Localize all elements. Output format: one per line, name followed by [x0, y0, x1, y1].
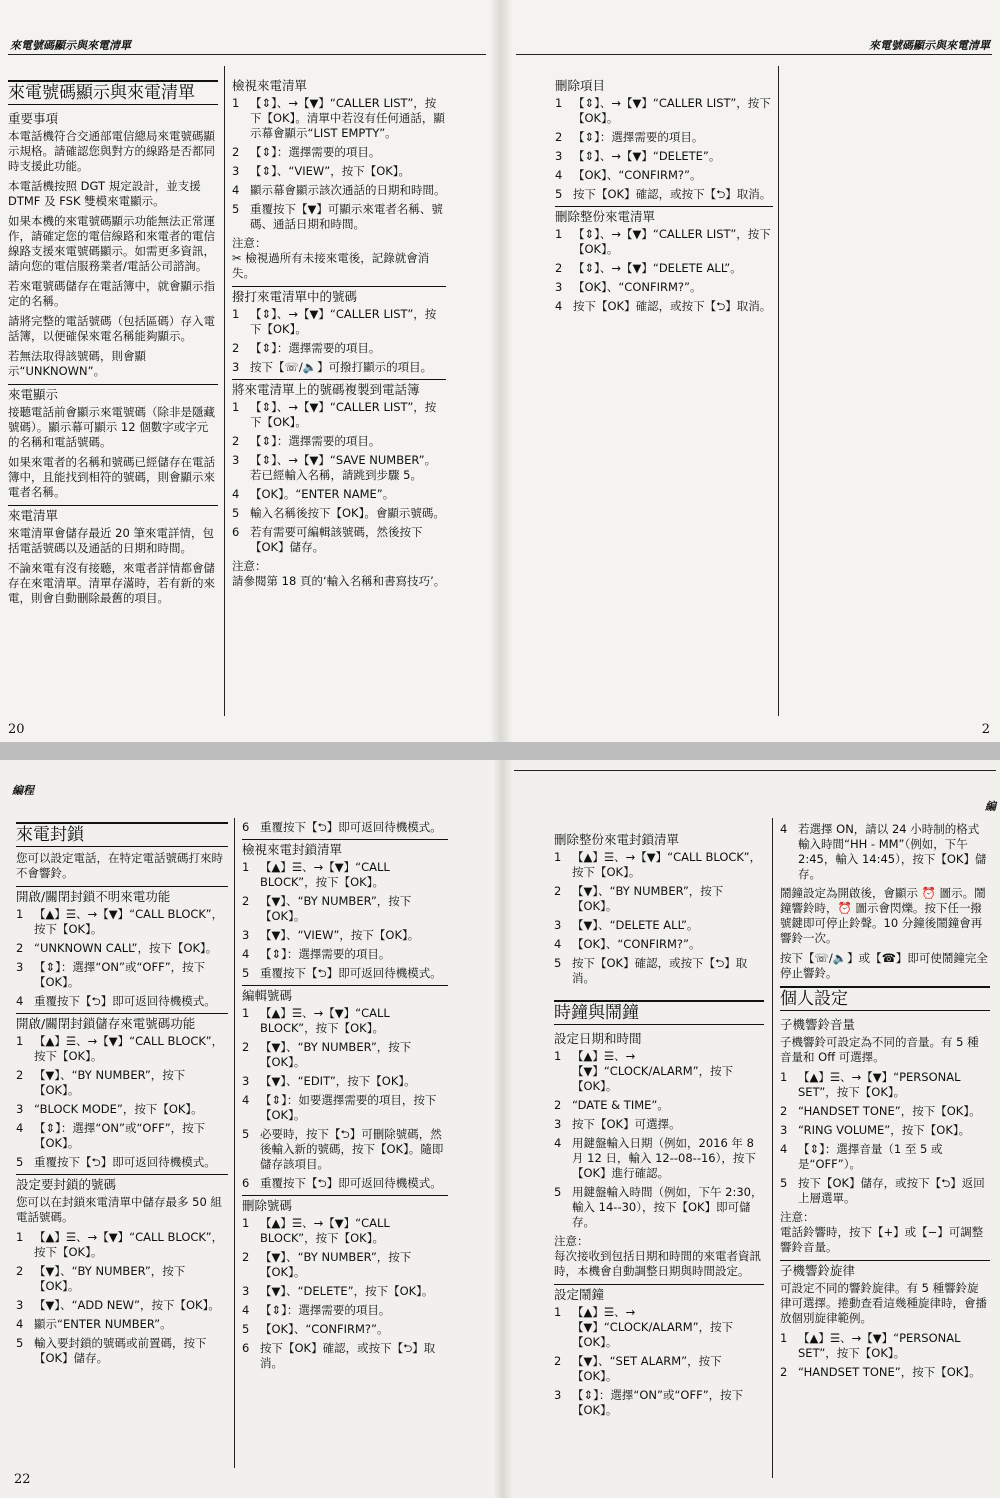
step: 1 【▲】☰、→【▼】“CALL BLOCK”，按下【OK】。	[16, 1034, 224, 1063]
step: 1 【▲】☰、→【▼】“CLOCK/ALARM”，按下【OK】。	[554, 1049, 734, 1093]
page-title: 來電號碼顯示與來電清單	[8, 80, 218, 105]
step: 4 【⇕】：選擇“ON”或“OFF”，按下【OK】。	[16, 1121, 206, 1150]
step: 2 【⇕】、→【▼】“DELETE ALL”。	[555, 261, 742, 275]
section-heading: 設定要封鎖的號碼	[16, 1174, 228, 1192]
paragraph: 不論來電有沒有接聽，來電者詳情都會儲存在來電清單。清單存滿時，若有新的來電，則會自動刪除最舊的項目。	[8, 561, 215, 605]
step-list	[554, 1305, 764, 1418]
paragraph: 來電清單會儲存最近 20 筆來電詳情，包括電話號碼以及通話的日期和時間。	[8, 526, 214, 555]
header-rule	[8, 54, 486, 55]
step: 2 【▼】、“BY NUMBER”，按下【OK】。	[16, 1068, 186, 1097]
section-heading: 撥打來電清單中的號碼	[232, 286, 446, 304]
page-number: 22	[14, 1472, 31, 1487]
step: 2 【▼】、“BY NUMBER”，按下【OK】。	[242, 894, 412, 923]
step: 4 顯示幕會顯示該次通話的日期和時間。	[232, 183, 446, 197]
step: 5 重覆按下【▼】可顯示來電者名稱、號碼、通話日期和時間。	[232, 202, 443, 231]
step: 4 【⇕】：選擇需要的項目。	[242, 1303, 391, 1317]
step: 4 【OK】。“ENTER NAME”。	[232, 487, 395, 501]
step: 3 【⇕】：選擇“ON”或“OFF”，按下【OK】。	[16, 960, 206, 989]
paragraph: 如果來電者的名稱和號碼已經儲存在電話簿中，且能找到相符的號碼，則會顯示來電者名稱。	[8, 455, 215, 499]
step-list	[232, 96, 446, 232]
chapter-title: 個人設定	[780, 986, 990, 1011]
right-running-header: 編	[985, 800, 996, 813]
bleed-through-text	[786, 80, 992, 700]
chapter-title: 時鐘與鬧鐘	[554, 1000, 764, 1025]
step: 4 重覆按下【⮌】即可返回待機模式。	[16, 994, 216, 1008]
step: 4 若選擇 ON，請以 24 小時制的格式輸入時間“HH - MM”（例如，下午 2:45，輸入 14:45），按下【OK】儲存。	[780, 822, 987, 881]
step: 3 【OK】、“CONFIRM?”。	[555, 280, 702, 294]
step-list	[780, 1070, 990, 1206]
step: 2 “HANDSET TONE”，按下【OK】。	[780, 1104, 981, 1118]
step: 2 【⇕】：選擇需要的項目。	[232, 434, 381, 448]
paragraph: 請將完整的電話號碼（包括區碼）存入電話簿，以便確保來電名稱能夠顯示。	[8, 314, 215, 343]
step: 2 “HANDSET TONE”，按下【OK】。	[780, 1365, 981, 1379]
step-list	[232, 307, 446, 375]
column-1	[16, 822, 228, 1370]
section-heading: 刪除整份來電清單	[555, 206, 773, 224]
paragraph: 本電話機按照 DGT 規定設計，並支援 DTMF 及 FSK 雙模來電顯示。	[8, 179, 201, 208]
column-rule	[778, 66, 779, 716]
step: 1 【▲】☰、→【▼】“CALL BLOCK”，按下【OK】。	[16, 1230, 224, 1259]
paragraph: 您可以在封鎖來電清單中儲存最多 50 組電話號碼。	[16, 1195, 222, 1224]
section-heading: 子機響鈴旋律	[780, 1260, 990, 1278]
step: 5 用鍵盤輸入時間（例如，下午 2:30，輸入 14--30），按下【OK】即可儲存。	[554, 1185, 763, 1229]
step: 2 【▼】、“BY NUMBER”，按下【OK】。	[242, 1250, 412, 1279]
step: 3 按下【☏/🔈】可撥打顯示的項目。	[232, 360, 433, 374]
step: 1 【▲】☰、→【▼】“CALL BLOCK”，按下【OK】。	[242, 1216, 390, 1245]
step: 6 按下【OK】確認，或按下【⮌】取消。	[242, 1341, 436, 1370]
page-number: 2	[981, 722, 990, 737]
note-heading: 注意：	[232, 236, 267, 250]
step-list	[242, 860, 448, 981]
step: 3 【▼】、“ADD NEW”，按下【OK】。	[16, 1298, 220, 1312]
step: 2 “DATE & TIME”。	[554, 1098, 669, 1112]
book-gutter	[492, 760, 514, 1498]
column-rule	[234, 818, 235, 1468]
section-heading: 開啟/關閉封鎖儲存來電號碼功能	[16, 1013, 228, 1031]
paragraph: 本電話機符合交通部電信總局來電號碼顯示規格。請確認您與對方的線路是否都同時支援此功能。	[8, 129, 215, 173]
section-heading: 刪除號碼	[242, 1195, 448, 1213]
step: 4 【OK】、“CONFIRM?”。	[554, 937, 701, 951]
section-heading: 設定鬧鐘	[554, 1284, 764, 1302]
step: 3 “RING VOLUME”，按下【OK】。	[780, 1123, 971, 1137]
section-heading: 來電顯示	[8, 384, 218, 402]
step: 1 【⇕】、→【▼】“CALLER LIST”，按下【OK】。	[555, 227, 771, 256]
step: 4 【OK】、“CONFIRM?”。	[555, 168, 702, 182]
step-list	[554, 850, 764, 986]
paragraph: 接聽電話前會顯示來電號碼（除非是隱藏號碼）。顯示幕可顯示 12 個數字或字元的名稱和電話號碼。	[8, 405, 215, 449]
page-number: 20	[8, 722, 25, 737]
step: 2 【▼】、“BY NUMBER”，按下【OK】。	[242, 1040, 412, 1069]
step: 3 【⇕】、→【▼】“SAVE NUMBER”。若已經輸入名稱，請跳到步驟 5。	[232, 453, 437, 482]
section-heading: 檢視來電封鎖清單	[242, 839, 448, 857]
paragraph: 若無法取得該號碼，則會顯示“UNKNOWN”。	[8, 349, 146, 378]
step: 1 【⇕】、→【▼】“CALLER LIST”，按下【OK】。	[232, 307, 437, 336]
step-list	[242, 820, 448, 835]
step-list	[554, 1049, 764, 1230]
page-title: 來電封鎖	[16, 822, 228, 847]
book-gutter	[490, 0, 512, 742]
step: 1 【⇕】、→【▼】“CALLER LIST”，按下【OK】。	[232, 400, 437, 429]
section-heading: 刪除項目	[555, 78, 606, 93]
step: 3 按下【OK】可選擇。	[554, 1117, 681, 1131]
step-list	[242, 1006, 448, 1191]
column-2	[242, 820, 448, 1375]
step: 6 若有需要可編輯該號碼，然後按下【OK】儲存。	[232, 525, 423, 554]
step: 3 【▼】、“EDIT”，按下【OK】。	[242, 1074, 416, 1088]
step: 4 【⇕】：選擇音量（1 至 5 或是“OFF”）。	[780, 1142, 943, 1171]
column-4	[780, 822, 990, 1384]
section-heading: 開啟/關閉封鎖不明來電功能	[16, 886, 228, 904]
step: 3 “BLOCK MODE”，按下【OK】。	[16, 1102, 203, 1116]
section-heading: 編輯號碼	[242, 985, 448, 1003]
step: 3 【⇕】、→【▼】“DELETE”。	[555, 149, 721, 163]
step: 2 【⇕】：選擇需要的項目。	[555, 130, 704, 144]
step: 3 【⇕】：選擇“ON”或“OFF”，按下【OK】。	[554, 1388, 744, 1417]
paragraph: 鬧鐘設定為開啟後，會顯示 ⏰ 圖示。鬧鐘響鈴時，⏰ 圖示會閃爍。按下任一撥號鍵即可停止鈴聲。10 分鐘後鬧鐘會再響鈴一次。	[780, 886, 986, 945]
top-spread	[0, 0, 1000, 742]
step: 4 【⇕】：選擇需要的項目。	[242, 947, 391, 961]
step: 4 【⇕】：如要選擇需要的項目，按下【OK】。	[242, 1093, 437, 1122]
section-heading: 將來電清單上的號碼複製到電話簿	[232, 379, 446, 397]
step: 1 【▲】☰、→【▼】“CALL BLOCK”，按下【OK】。	[16, 907, 224, 936]
paragraph: 如果本機的來電號碼顯示功能無法正常運作，請確定您的電信線路和來電者的電信線路支援來電號碼顯示。如需更多資訊，請向您的電信服務業者/電話公司諮詢。	[8, 214, 215, 273]
paragraph: 若來電號碼儲存在電話簿中，就會顯示指定的名稱。	[8, 279, 215, 308]
section-heading: 刪除整份來電封鎖清單	[554, 832, 680, 847]
section-heading: 設定日期和時間	[554, 1031, 642, 1046]
paragraph: 您可以設定電話，在特定電話號碼打來時不會響鈴。	[16, 851, 223, 880]
step-list	[242, 1216, 448, 1371]
note-heading: 注意：	[232, 559, 267, 573]
column-rule	[224, 66, 225, 716]
bottom-spread	[0, 760, 1000, 1498]
step-list	[555, 227, 773, 314]
step: 1 【▲】☰、→【▼】“CALL BLOCK”，按下【OK】。	[242, 860, 390, 889]
note-heading: 注意：	[554, 1234, 589, 1248]
left-running-header: 來電號碼顯示與來電清單	[10, 39, 131, 52]
step-list	[232, 400, 446, 555]
section-heading: 來電清單	[8, 505, 218, 523]
column-rule	[772, 818, 773, 1478]
section-heading: 子機響鈴音量	[780, 1017, 856, 1032]
note: 電話鈴響時，按下【+】或【−】可調整響鈴音量。	[780, 1225, 984, 1254]
step-list	[780, 1331, 990, 1380]
column-3	[555, 72, 773, 318]
column-3	[554, 826, 764, 1422]
section-heading: 檢視來電清單	[232, 78, 308, 93]
step: 1 【▲】☰、→【▼】“PERSONAL SET”，按下【OK】。	[780, 1331, 961, 1360]
step-list	[16, 1034, 228, 1170]
step: 3 【▼】、“DELETE”，按下【OK】。	[242, 1284, 434, 1298]
step: 3 【▼】、“VIEW”，按下【OK】。	[242, 928, 420, 942]
step: 4 顯示“ENTER NUMBER”。	[16, 1317, 172, 1331]
step-list	[16, 1230, 228, 1366]
step: 2 【⇕】：選擇需要的項目。	[232, 145, 381, 159]
note: 請參閱第 18 頁的‘輸入名稱和書寫技巧’。	[232, 574, 446, 588]
step: 2 【▼】、“SET ALARM”，按下【OK】。	[554, 1354, 722, 1383]
paragraph: 可設定不同的響鈴旋律。有 5 種響鈴旋律可選擇。捲動查看這幾種旋律時，會播放個別旋律範例。	[780, 1281, 987, 1325]
step: 1 【▲】☰、→【▼】“CALL BLOCK”，按下【OK】。	[242, 1006, 390, 1035]
step: 1 【▲】☰、→【▼】“PERSONAL SET”，按下【OK】。	[780, 1070, 961, 1099]
step: 5 必要時，按下【⮌】可刪除號碼，然後輸入新的號碼，按下【OK】。隨即儲存該項目。	[242, 1127, 444, 1171]
step: 5 按下【OK】確認，或按下【⮌】取消。	[555, 187, 772, 201]
step: 5 按下【OK】確認，或按下【⮌】取消。	[554, 956, 748, 985]
step: 5 重覆按下【⮌】即可返回待機模式。	[242, 966, 442, 980]
note: ✂ 檢視過所有未接來電後，記錄就會消失。	[232, 251, 430, 280]
section-heading: 重要事項	[8, 111, 59, 126]
step: 4 按下【OK】確認，或按下【⮌】取消。	[555, 299, 772, 313]
step-list	[555, 96, 773, 202]
paragraph: 子機響鈴可設定為不同的音量。有 5 種音量和 Off 可選擇。	[780, 1035, 979, 1064]
step: 1 【⇕】、→【▼】“CALLER LIST”，按下【OK】。	[555, 96, 771, 125]
note-heading: 注意：	[780, 1210, 815, 1224]
step: 1 【⇕】、→【▼】“CALLER LIST”，按下【OK】。清單中若沒有任何通話，顯示幕會顯示“LIST EMPTY”。	[232, 96, 445, 140]
step-list	[16, 907, 228, 1009]
step-list	[780, 822, 990, 882]
column-1	[8, 80, 218, 611]
step: 2 “UNKNOWN CALL”，按下【OK】。	[16, 941, 218, 955]
column-2	[232, 72, 446, 594]
step: 5 重覆按下【⮌】即可返回待機模式。	[16, 1155, 216, 1169]
left-running-header: 編程	[12, 784, 34, 797]
note: 每次接收到包括日期和時間的來電者資訊時，本機會自動調整日期與時間設定。	[554, 1249, 761, 1278]
step: 5 輸入要封鎖的號碼或前置碼，按下【OK】儲存。	[16, 1336, 207, 1365]
step: 2 【▼】、“BY NUMBER”，按下【OK】。	[16, 1264, 186, 1293]
step: 1 【▲】☰、→【▼】“CLOCK/ALARM”，按下【OK】。	[554, 1305, 734, 1349]
step: 5 按下【OK】儲存，或按下【⮌】返回上層選單。	[780, 1176, 985, 1205]
step: 4 用鍵盤輸入日期（例如，2016 年 8 月 12 日，輸入 12--08--16），按下【OK】進行確認。	[554, 1136, 756, 1180]
header-rule	[506, 770, 996, 771]
right-running-header: 來電號碼顯示與來電清單	[869, 39, 990, 52]
step: 5 輸入名稱後按下【OK】。會顯示號碼。	[232, 506, 445, 520]
header-rule	[516, 54, 992, 55]
step: 1 【▲】☰、→【▼】“CALL BLOCK”，按下【OK】。	[554, 850, 762, 879]
step: 3 【⇕】、“VIEW”，按下【OK】。	[232, 164, 411, 178]
step: 3 【▼】、“DELETE ALL”。	[554, 918, 699, 932]
step: 5 【OK】、“CONFIRM?”。	[242, 1322, 389, 1336]
step: 2 【⇕】：選擇需要的項目。	[232, 341, 381, 355]
step: 6 重覆按下【⮌】即可返回待機模式。	[242, 1176, 442, 1190]
paragraph: 按下【☏/🔈】或【☎】即可使鬧鐘完全停止響鈴。	[780, 951, 988, 980]
step: 2 【▼】、“BY NUMBER”，按下【OK】。	[554, 884, 724, 913]
step: 6 重覆按下【⮌】即可返回待機模式。	[242, 820, 442, 834]
